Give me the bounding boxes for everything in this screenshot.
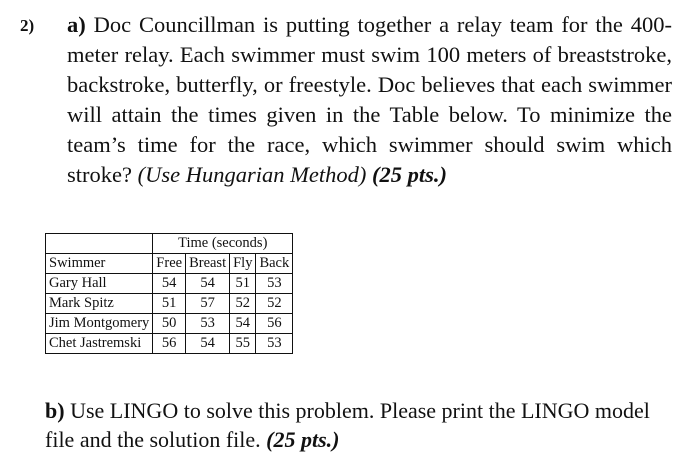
time-cell: 51	[230, 274, 256, 294]
problem-2	[20, 10, 672, 190]
table-corner-cell	[46, 234, 153, 254]
swimmer-name: Mark Spitz	[46, 294, 153, 314]
table-row	[46, 314, 293, 334]
part-b-label: b)	[45, 398, 65, 423]
time-cell: 54	[230, 314, 256, 334]
time-cell: 50	[153, 314, 186, 334]
time-cell: 52	[256, 294, 293, 314]
column-header-back: Back	[256, 254, 293, 274]
time-cell: 51	[153, 294, 186, 314]
time-cell: 57	[186, 294, 230, 314]
table-row	[46, 294, 293, 314]
swimmer-header: Swimmer	[46, 254, 153, 274]
time-cell: 54	[186, 334, 230, 354]
column-header-breast: Breast	[186, 254, 230, 274]
time-cell: 53	[186, 314, 230, 334]
part-a-text-block	[67, 10, 672, 190]
time-cell: 56	[153, 334, 186, 354]
part-a-text: Doc Councillman is putting together a relay team for the 400-meter relay. Each swimmer must swim 100 meters of breaststroke, backstroke, butterfly, or freestyle. Doc believes that each swimmer will attain the times given in the Table below. To minimize the team’s time for the race, which swimmer should swim which stroke?	[67, 12, 672, 187]
part-a	[20, 10, 672, 190]
part-a-method: (Use Hungarian Method)	[137, 162, 367, 187]
table-group-header-row	[46, 234, 293, 254]
time-cell: 54	[186, 274, 230, 294]
part-b-text: Use LINGO to solve this problem. Please print the LINGO model file and the solution file.	[45, 398, 650, 452]
time-cell: 53	[256, 334, 293, 354]
table-row	[46, 334, 293, 354]
part-a-points: (25 pts.)	[371, 162, 447, 187]
time-cell: 53	[256, 274, 293, 294]
time-cell: 54	[153, 274, 186, 294]
time-seconds-header: Time (seconds)	[153, 234, 293, 254]
table-column-header-row	[46, 254, 293, 274]
time-cell: 56	[256, 314, 293, 334]
part-a-label: a)	[67, 12, 86, 37]
swimmer-name: Jim Montgomery	[46, 314, 153, 334]
table-row	[46, 274, 293, 294]
swimmer-name: Gary Hall	[46, 274, 153, 294]
problem-number: 2)	[20, 16, 35, 35]
column-header-fly: Fly	[230, 254, 256, 274]
column-header-free: Free	[153, 254, 186, 274]
time-cell: 55	[230, 334, 256, 354]
time-cell: 52	[230, 294, 256, 314]
swimmer-name: Chet Jastremski	[46, 334, 153, 354]
part-b-points: (25 pts.)	[266, 427, 340, 452]
part-b	[45, 396, 665, 454]
swimmer-times-table	[45, 233, 293, 354]
